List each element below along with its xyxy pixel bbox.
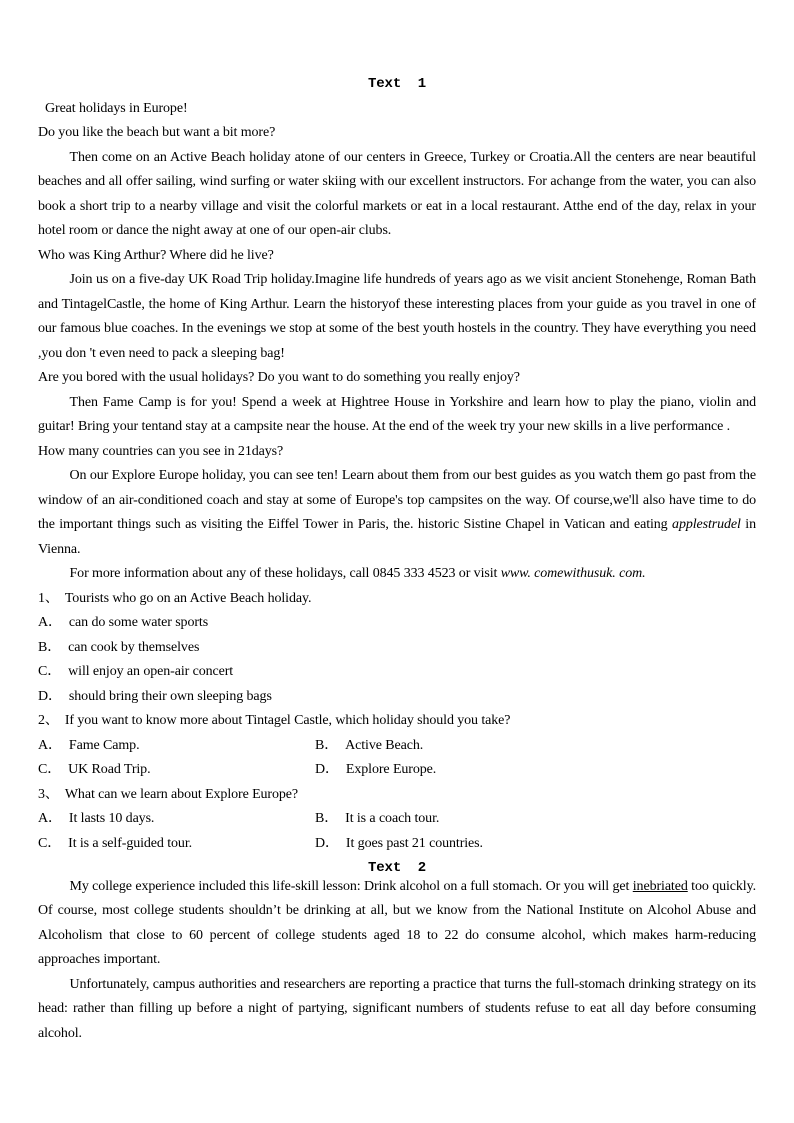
question-2-number: 2、 [38, 713, 59, 728]
option-label: D． [315, 762, 339, 777]
question-3-option-a [38, 807, 315, 832]
option-text: Explore Europe. [345, 762, 437, 777]
question-2-stem [38, 709, 756, 734]
question-1-stem [38, 587, 756, 612]
option-label: B． [315, 737, 339, 753]
option-text: will enjoy an open-air concert [68, 664, 234, 679]
option-text: It is a self-guided tour. [68, 835, 193, 851]
option-label: B． [315, 811, 339, 826]
question-2-option-c [38, 758, 315, 783]
option-label: D． [38, 688, 62, 704]
paragraph-college-lesson [38, 875, 756, 973]
contact-info-text: For more information about any of these holidays, call 0845 333 4523 or visit [69, 566, 501, 581]
question-3-number: 3、 [38, 786, 59, 802]
question-2-option-a [38, 734, 315, 759]
question-3-options-row-2 [38, 832, 756, 857]
lead-countries-question: How many countries can you see in 21days? [38, 443, 284, 459]
option-label: A． [38, 737, 62, 753]
lead-beach-question: Do you like the beach but want a bit more? [38, 125, 276, 140]
option-label: A． [38, 615, 62, 630]
question-2-option-d [315, 758, 436, 783]
contact-website: www. comewithusuk. com. [500, 566, 646, 581]
question-3-stem [38, 783, 756, 808]
question-1-text: Tourists who go on an Active Beach holiday. [64, 590, 312, 606]
option-label: C． [38, 762, 62, 777]
college-lesson-text: My college experience included this life-skill lesson: Drink alcohol on a full stomach. Or you will get [69, 878, 633, 894]
lead-arthur-question: Who was King Arthur? Where did he live? [38, 247, 274, 263]
option-label: C． [38, 664, 62, 679]
text2-title: Text 2 [367, 860, 427, 876]
option-text: It lasts 10 days. [68, 811, 155, 826]
option-label: A． [38, 811, 62, 826]
question-1-option-b [38, 636, 756, 661]
question-1-option-c [38, 660, 756, 685]
applestrudel-italic: applestrudel [672, 517, 741, 532]
paragraph-road-trip: Join us on a five-day UK Road Trip holiday.Imagine life hundreds of years ago as we visit ancient Stonehenge, Roman Bath and TintagelCastle, the home of King Arthur. Learn the historyof these interesting places from your guide as you travel in one of our famous blue coaches. In the evenings we stop at some of the best youth hostels in the country. They have everything you need ,you don 't even need to pack a sleeping bag! [38, 272, 756, 361]
option-text: It is a coach tour. [345, 811, 440, 826]
option-label: B． [38, 639, 62, 655]
paragraph-active-beach: Then come on an Active Beach holiday atone of our centers in Greece, Turkey or Croatia.All the centers are near beautiful beaches and all offer sailing, wind surfing or water skiing with our excellent instructors. For achange from the water, you can also book a short trip to a nearby village and visit the colorful markets or eat in a local restaurant. Atthe end of the day, relax in your hotel room or dance the night away at one of our open-air clubs. [38, 149, 756, 238]
question-3-option-b [315, 807, 439, 832]
paragraph-explore-europe [38, 464, 756, 562]
question-2-text: If you want to know more about Tintagel Castle, which holiday should you take? [64, 713, 511, 728]
question-1-option-d [38, 685, 756, 710]
option-text: UK Road Trip. [68, 762, 151, 777]
inebriated-underlined: inebriated [632, 878, 688, 894]
option-text: can cook by themselves [68, 639, 200, 655]
lead-bored-question: Are you bored with the usual holidays? Do you want to do something you really enjoy? [38, 370, 520, 385]
explore-europe-text-end: in Vienna. [38, 517, 756, 557]
question-1-number: 1、 [38, 590, 59, 606]
question-2-options-row-2 [38, 758, 756, 783]
option-label: C． [38, 835, 62, 851]
question-3-option-c [38, 832, 315, 857]
paragraph-contact-info [38, 562, 756, 587]
question-3-options-row-1 [38, 807, 756, 832]
option-text: can do some water sports [68, 615, 209, 630]
question-3-text: What can we learn about Explore Europe? [64, 786, 299, 802]
question-3-option-d [315, 832, 483, 857]
option-text: Active Beach. [345, 737, 424, 753]
option-text: Fame Camp. [68, 737, 140, 753]
paragraph-fame-camp: Then Fame Camp is for you! Spend a week at Hightree House in Yorkshire and learn how to play the piano, violin and guitar! Bring your tentand stay at a campsite near the house. At the end of the week try your new skills in a live performance . [38, 394, 756, 434]
question-2-option-b [315, 734, 423, 759]
paragraph-campus-practice: Unfortunately, campus authorities and researchers are reporting a practice that turns the full-stomach drinking strategy on its head: rather than filling up before a night of partying, significant numbers of students refuse to eat all day before consuming alcohol. [38, 976, 756, 1041]
question-1-option-a [38, 611, 756, 636]
explore-europe-text: On our Explore Europe holiday, you can see ten! Learn about them from our best guides as you watch them go past from the window of an air-conditioned coach and stay at some of Europe's top campsites on the way. Of course,we'll also have time to do the important things such as visiting the Eiffel Tower in Paris, the. historic Sistine Chapel in Vatican and eating [38, 468, 756, 532]
question-2-options-row-1 [38, 734, 756, 759]
text1-heading: Great holidays in Europe! [45, 100, 188, 116]
option-text: should bring their own sleeping bags [68, 688, 272, 704]
text1-title: Text 1 [367, 76, 427, 92]
college-lesson-text-end: too quickly. Of course, most college students shouldn’t be drinking at all, but we know from the National Institute on Alcohol Abuse and Alcoholism that close to 60 percent of college students aged 18 to 22 do consume alcohol, which makes harm-reducing approaches important. [38, 878, 756, 967]
option-text: It goes past 21 countries. [345, 835, 483, 851]
option-label: D． [315, 835, 339, 851]
